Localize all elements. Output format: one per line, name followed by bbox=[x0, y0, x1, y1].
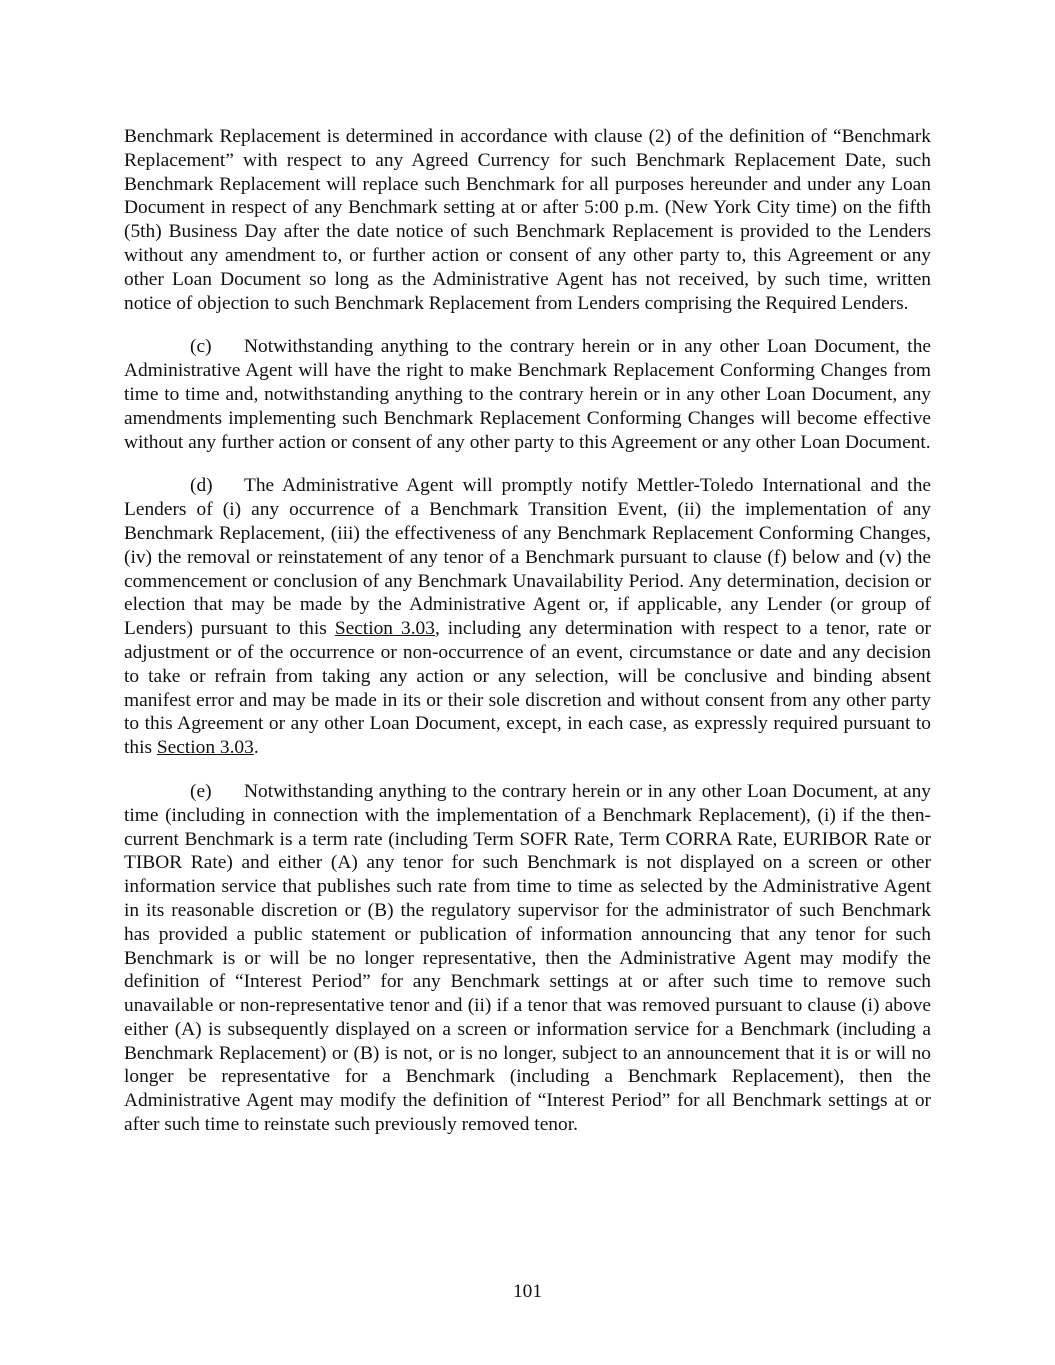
paragraph-label: (e) bbox=[190, 780, 212, 802]
paragraph-text: , including any determination with respect to a tenor, rate or adjustment or of the occurrence or non-occurrence of an event, circumstance or date and any decision to take or refrain from taking any action or any selection, will be conclusive and binding absent manifest error and may be made in its or their sole discretion and without consent from any other party to this Agreement or any other Loan Document, except, in each case, as expressly required pursuant to this bbox=[124, 618, 931, 759]
section-reference-link: Section 3.03 bbox=[156, 737, 254, 759]
paragraph-e bbox=[124, 780, 931, 1137]
paragraph-text: Notwithstanding anything to the contrary herein or in any other Loan Document, the Administrative Agent will have the right to make Benchmark Replacement Conforming Changes from time to time and, notwithstanding anything to the contrary herein or in any other Loan Document, any amendments implementing such Benchmark Replacement Conforming Changes will become effective without any further action or consent of any other party to this Agreement or any other Loan Document. bbox=[124, 336, 931, 453]
paragraph-label: (d) bbox=[190, 475, 213, 497]
paragraph-text: The Administrative Agent will promptly notify Mettler-Toledo International and the Lenders of (i) any occurrence of a Benchmark Transition Event, (ii) the implementation of any Benchmark Replacement, (iii) the effectiveness of any Benchmark Replacement Conforming Changes, (iv) the removal or reinstatement of any tenor of a Benchmark pursuant to clause (f) below and (v) the commencement or conclusion of any Benchmark Unavailability Period. Any determination, decision or election that may be made by the Administrative Agent or, if applicable, any Lender (or group of Lenders) pursuant to this bbox=[124, 475, 931, 640]
paragraph-text: Benchmark Replacement is determined in accordance with clause (2) of the definition of “Benchmark Replacement” with respect to any Agreed Currency for such Benchmark Replacement Date, such Benchmark Replacement will replace such Benchmark for all purposes hereunder and under any Loan Document in respect of any Benchmark setting at or after 5:00 p.m. (New York City time) on the fifth (5th) Business Day after the date notice of such Benchmark Replacement is provided to the Lenders without any amendment to, or further action or consent of any other party to, this Agreement or any other Loan Document so long as the Administrative Agent has not received, by such time, written notice of objection to such Benchmark Replacement from Lenders comprising the Required Lenders. bbox=[124, 126, 931, 314]
paragraph-text: Notwithstanding anything to the contrary herein or in any other Loan Document, at any time (including in connection with the implementation of a Benchmark Replacement), (i) if the then-current Benchmark is a term rate (including Term SOFR Rate, Term CORRA Rate, EURIBOR Rate or TIBOR Rate) and either (A) any tenor for such Benchmark is not displayed on a screen or other information service that publishes such rate from time to time as selected by the Administrative Agent in its reasonable discretion or (B) the regulatory supervisor for the administrator of such Benchmark has provided a public statement or publication of information announcing that any tenor for such Benchmark is or will be no longer representative, then the Administrative Agent may modify the definition of “Interest Period” for any Benchmark settings at or after such time to remove such unavailable or non-representative tenor and (ii) if a tenor that was removed pursuant to clause (i) above either (A) is subsequently displayed on a screen or information service for a Benchmark (including a Benchmark Replacement) or (B) is not, or is no longer, subject to an announcement that it is or will no longer be representative for a Benchmark (including a Benchmark Replacement), then the Administrative Agent may modify the definition of “Interest Period” for all Benchmark settings at or after such time to reinstate such previously removed tenor. bbox=[124, 780, 931, 1136]
paragraph-c bbox=[124, 335, 931, 454]
document-body bbox=[124, 125, 931, 1157]
paragraph-d bbox=[124, 474, 931, 760]
section-reference-link: Section 3.03 bbox=[334, 618, 435, 640]
paragraph-b-continuation bbox=[124, 125, 931, 315]
page-number: 101 bbox=[512, 1281, 543, 1302]
paragraph-text: . bbox=[253, 737, 259, 759]
paragraph-label: (c) bbox=[190, 336, 212, 358]
